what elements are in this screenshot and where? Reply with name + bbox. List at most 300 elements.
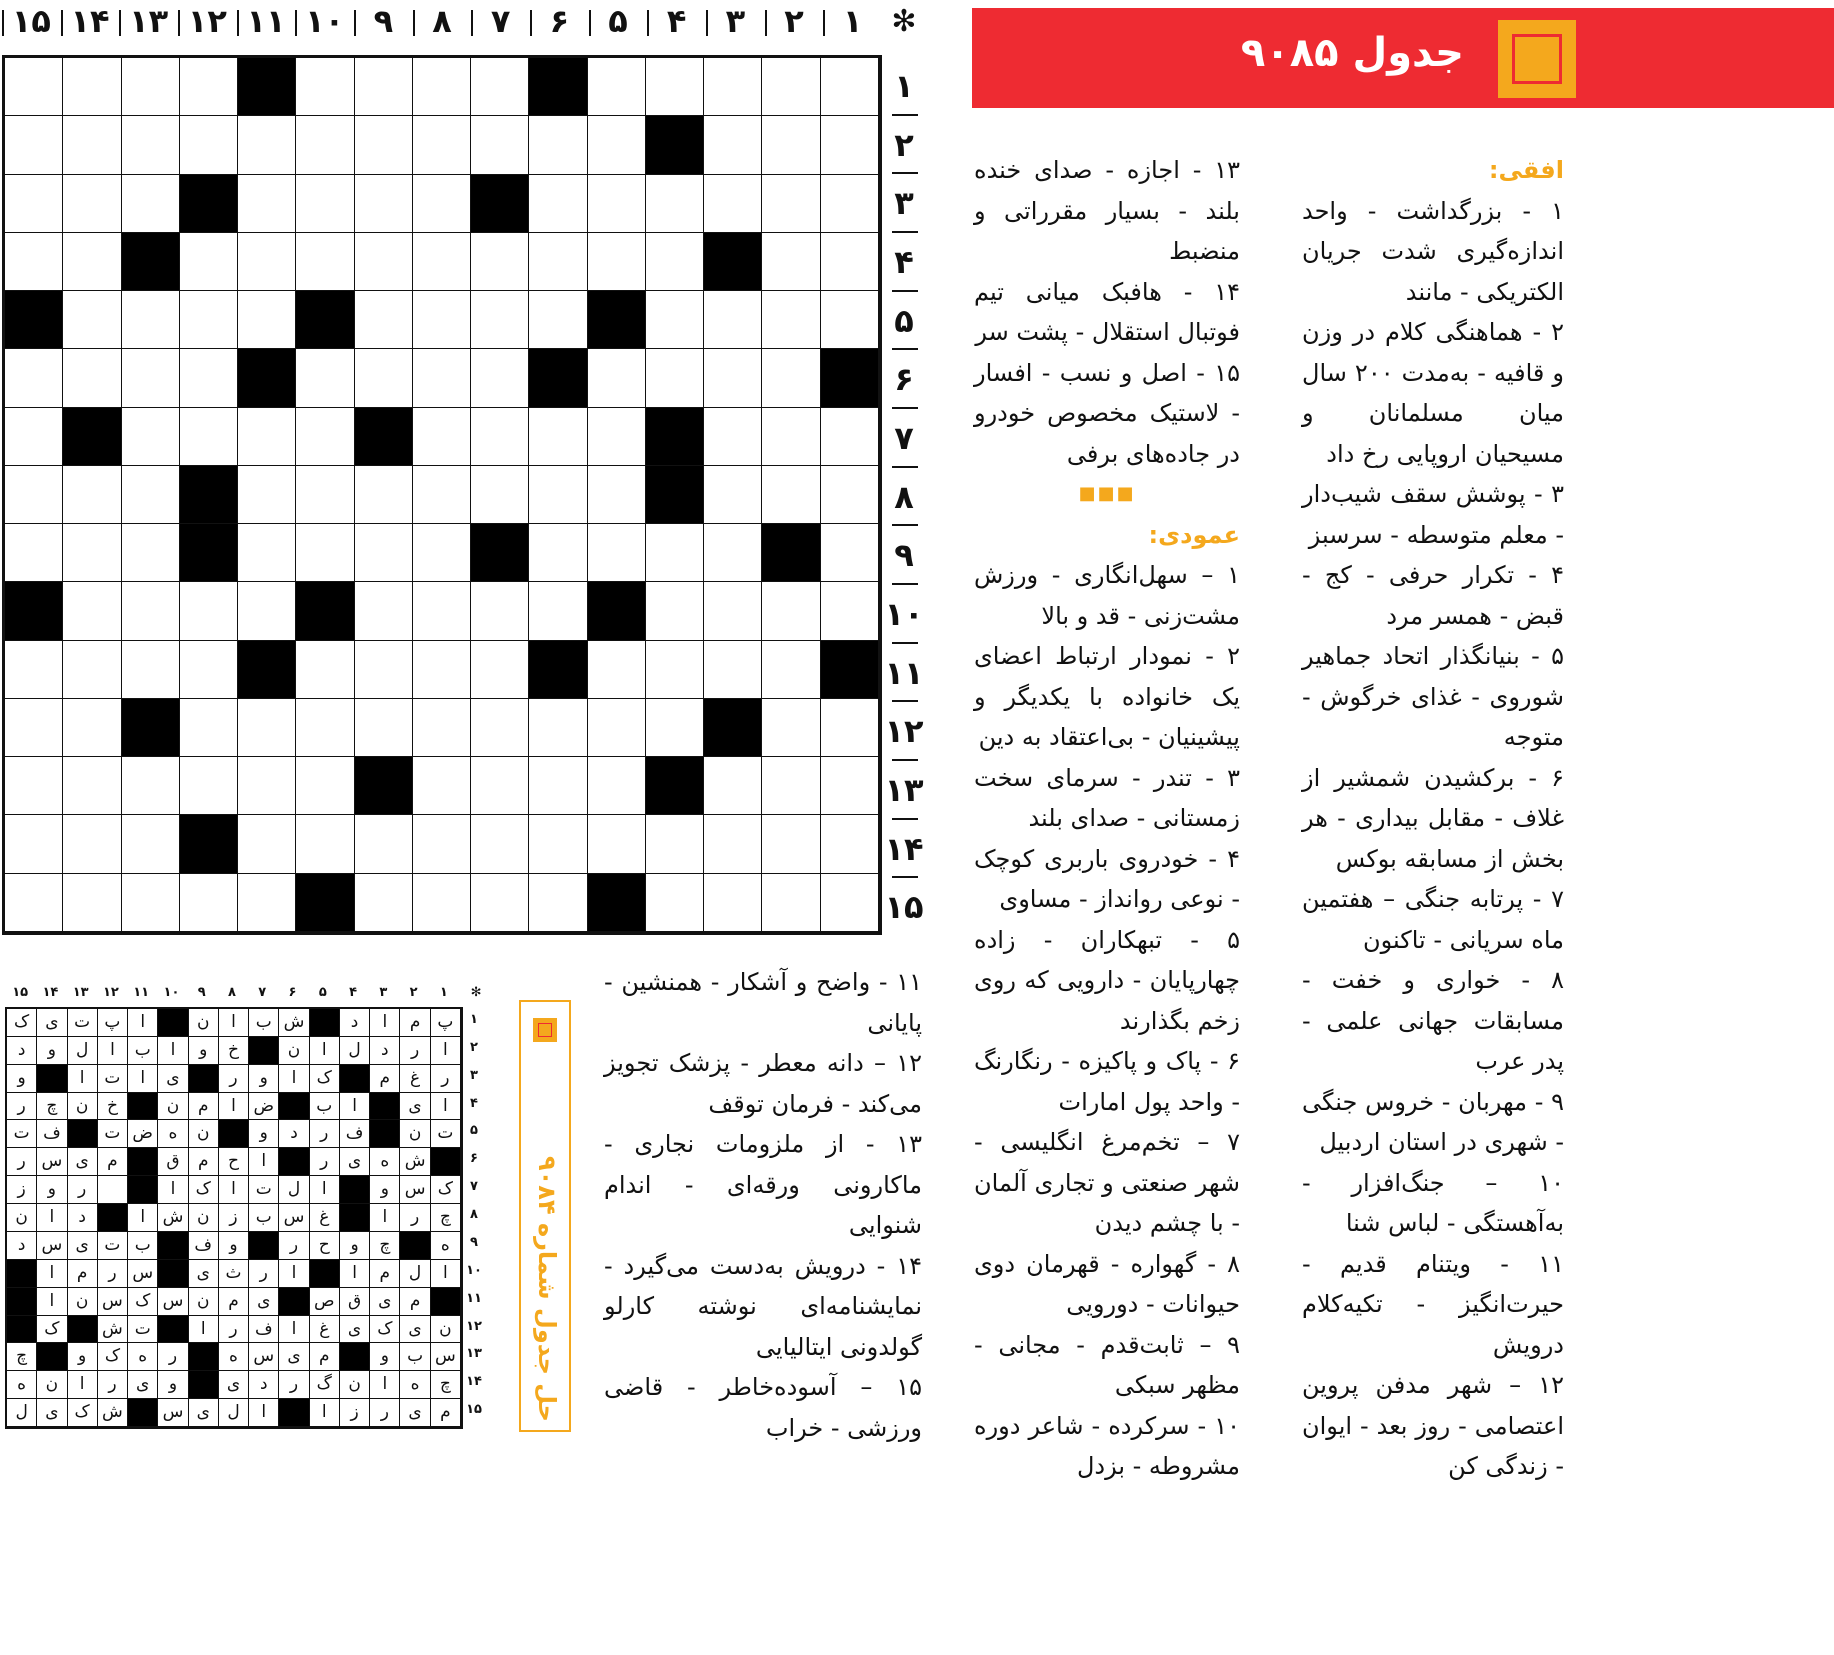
clue-text: ۳ - پوشش سقف شیب‌دار - معلم متوسطه - سرسبز (1302, 480, 1564, 549)
section-separator: ■■■ (1078, 483, 1136, 504)
solution-cell: ی (158, 1065, 188, 1093)
solution-column-number: ۹ (197, 985, 206, 1000)
grid-cell (355, 233, 413, 291)
solution-cell: ت (98, 1120, 128, 1148)
solution-cell: ه (219, 1343, 249, 1371)
black-cell (180, 524, 238, 582)
grid-cell (588, 175, 646, 233)
solution-cell: س (279, 1204, 309, 1232)
grid-cell (180, 874, 238, 932)
solution-row-number: ۴ (470, 1095, 478, 1111)
header-separator (892, 407, 918, 409)
grid-cell (704, 175, 762, 233)
header-separator (892, 290, 918, 292)
row-number: ۱۲ (884, 712, 924, 751)
solution-cell: ی (249, 1288, 279, 1316)
solution-cell: ل (279, 1176, 309, 1204)
solution-cell: ی (370, 1288, 400, 1316)
solution-cell: ت (128, 1316, 158, 1344)
solution-cell: چ (370, 1232, 400, 1260)
grid-cell (63, 466, 121, 524)
solution-cell: ر (98, 1260, 128, 1288)
column-number: ۱۰ (305, 2, 345, 40)
grid-cell (122, 757, 180, 815)
solution-cell: و (249, 1065, 279, 1093)
grid-cell (5, 58, 63, 116)
solution-cell: ش (279, 1009, 309, 1037)
solution-banner (519, 1000, 571, 1432)
solution-black-cell (158, 1232, 188, 1260)
solution-black-cell (340, 1065, 370, 1093)
column-number: ۶ (549, 2, 570, 40)
solution-cell: غ (310, 1204, 340, 1232)
mixed-clues-column (974, 150, 1240, 1487)
grid-cell (471, 408, 529, 466)
solution-cell: ل (340, 1037, 370, 1065)
grid-cell (296, 408, 354, 466)
grid-cell (821, 408, 879, 466)
solution-black-cell (98, 1204, 128, 1232)
solution-cell: ا (249, 1148, 279, 1176)
solution-cell: ک (37, 1316, 67, 1344)
solution-black-cell (310, 1009, 340, 1037)
grid-cell (588, 699, 646, 757)
grid-cell (588, 58, 646, 116)
clue-text: ۱۰ – جنگ‌افزار - به‌آهستگی - لباس شنا (1302, 1168, 1564, 1237)
black-cell (704, 699, 762, 757)
solution-column-number: ۱۳ (72, 985, 89, 1000)
header-separator (892, 348, 918, 350)
black-cell (646, 408, 704, 466)
grid-cell (471, 699, 529, 757)
header-separator (892, 642, 918, 644)
grid-cell (762, 641, 820, 699)
solution-cell: ب (249, 1009, 279, 1037)
solution-cell: م (400, 1288, 430, 1316)
solution-cell: و (68, 1343, 98, 1371)
solution-cell: ا (249, 1399, 279, 1427)
solution-cell: ف (37, 1120, 67, 1148)
grid-cell (238, 408, 296, 466)
grid-cell (355, 58, 413, 116)
grid-cell (646, 874, 704, 932)
solution-cell: ا (68, 1065, 98, 1093)
solution-row-number: ۱۴ (466, 1374, 482, 1390)
grid-cell (529, 757, 587, 815)
grid-cell (471, 757, 529, 815)
column-number-header (2, 0, 922, 48)
grid-cell (238, 116, 296, 174)
grid-cell (5, 641, 63, 699)
solution-cell: ت (431, 1120, 461, 1148)
solution-grid (5, 1007, 463, 1429)
grid-cell (413, 582, 471, 640)
black-cell (355, 757, 413, 815)
solution-cell: و (189, 1037, 219, 1065)
solution-cell: و (370, 1176, 400, 1204)
solution-cell: ب (128, 1232, 158, 1260)
solution-cell: ه (128, 1343, 158, 1371)
grid-cell (63, 175, 121, 233)
grid-cell (63, 699, 121, 757)
grid-cell (529, 291, 587, 349)
grid-cell (238, 291, 296, 349)
solution-cell: س (431, 1343, 461, 1371)
solution-cell: ا (310, 1037, 340, 1065)
solution-cell: س (249, 1343, 279, 1371)
black-cell (821, 349, 879, 407)
solution-cell: ا (37, 1260, 67, 1288)
grid-cell (63, 116, 121, 174)
black-cell (355, 408, 413, 466)
grid-cell (413, 524, 471, 582)
grid-cell (5, 408, 63, 466)
solution-cell: ا (189, 1316, 219, 1344)
solution-column-number: ۱۲ (102, 985, 119, 1000)
solution-cell: د (7, 1232, 37, 1260)
grid-cell (821, 58, 879, 116)
grid-cell (296, 116, 354, 174)
solution-cell: ز (340, 1399, 370, 1427)
grid-cell (296, 524, 354, 582)
grid-cell (529, 582, 587, 640)
solution-row-number: ۱۰ (466, 1262, 482, 1278)
solution-cell: د (370, 1037, 400, 1065)
row-number: ۱ (894, 67, 914, 105)
clue-text: ۳ - تندر - سرمای سخت زمستانی - صدای بلند (974, 763, 1240, 832)
solution-row-number: ۸ (470, 1207, 478, 1223)
header-separator (823, 10, 825, 36)
header-separator (530, 10, 532, 36)
grid-cell (762, 466, 820, 524)
grid-cell (122, 815, 180, 873)
black-cell (646, 757, 704, 815)
clue-text: ۸ - گهواره - قهرمان دوی حیوانات - دورویی (974, 1249, 1240, 1318)
grid-cell (5, 757, 63, 815)
solution-cell: ز (7, 1176, 37, 1204)
solution-row-number: ۷ (470, 1179, 478, 1195)
black-cell (5, 582, 63, 640)
grid-cell (821, 116, 879, 174)
solution-cell: ا (219, 1009, 249, 1037)
solution-cell: م (370, 1065, 400, 1093)
solution-black-cell (279, 1288, 309, 1316)
solution-cell: ک (370, 1316, 400, 1344)
clue-text: ۱۳ - اجازه - صدای خنده بلند - بسیار مقرراتی و منضبط (974, 156, 1240, 265)
clue-text: ۹ - مهربان - خروس جنگی - شهری در استان اردبیل (1302, 1087, 1564, 1156)
clue-text: ۶ - برکشیدن شمشیر از غلاف - مقابل بیداری - هر بخش از مسابقه بوکس (1302, 763, 1564, 873)
column-number: ۹ (373, 2, 394, 40)
solution-cell: ن (68, 1288, 98, 1316)
grid-cell (821, 233, 879, 291)
solution-cell: ی (128, 1371, 158, 1399)
black-cell (646, 116, 704, 174)
solution-black-cell (158, 1260, 188, 1288)
solution-black-cell (7, 1260, 37, 1288)
grid-cell (588, 349, 646, 407)
black-cell (704, 233, 762, 291)
grid-cell (413, 291, 471, 349)
solution-cell: پ (98, 1009, 128, 1037)
solution-row-number: ۲ (470, 1039, 478, 1055)
solution-cell: ب (400, 1343, 430, 1371)
grid-cell (355, 524, 413, 582)
solution-cell: ن (431, 1316, 461, 1344)
black-cell (180, 175, 238, 233)
row-number: ۴ (894, 243, 914, 281)
logo-icon (1498, 20, 1576, 98)
solution-cell: س (128, 1260, 158, 1288)
solution-black-cell (279, 1399, 309, 1427)
solution-black-cell (279, 1148, 309, 1176)
solution-cell: ر (219, 1316, 249, 1344)
solution-cell: ک (68, 1399, 98, 1427)
solution-row-number: ۹ (470, 1234, 478, 1250)
solution-cell: ن (37, 1371, 67, 1399)
down-heading: عمودی: (1148, 520, 1240, 549)
header-separator (892, 524, 918, 526)
solution-cell: س (98, 1288, 128, 1316)
clue-text: ۶ - پاک و پاکیزه - رنگارنگ - واحد پول امارات (974, 1047, 1240, 1116)
grid-cell (122, 349, 180, 407)
solution-cell: س (158, 1399, 188, 1427)
column-number: ۸ (432, 2, 452, 40)
solution-cell: ش (98, 1399, 128, 1427)
solution-cell: د (279, 1120, 309, 1148)
grid-cell (471, 233, 529, 291)
solution-cell: ه (431, 1232, 461, 1260)
clue-text: ۷ – تخم‌مرغ انگلیسی - شهر صنعتی و تجاری آلمان - با چشم دیدن (974, 1128, 1240, 1237)
grid-cell (413, 874, 471, 932)
solution-row-number: ۱۳ (466, 1346, 482, 1362)
solution-column-number: ۱۵ (12, 985, 29, 1000)
grid-cell (413, 757, 471, 815)
black-cell (122, 699, 180, 757)
grid-cell (646, 641, 704, 699)
grid-cell (704, 757, 762, 815)
solution-cell: ا (219, 1093, 249, 1121)
clue-text: ۱۲ – دانه معطر - پزشک تجویز می‌کند - فرمان توقف (604, 1049, 922, 1118)
grid-cell (529, 116, 587, 174)
row-number: ۷ (894, 419, 914, 457)
solution-cell: ض (128, 1120, 158, 1148)
black-cell (529, 58, 587, 116)
solution-cell: ه (370, 1148, 400, 1176)
column-number: ۱۱ (246, 2, 286, 40)
header-separator (892, 466, 918, 468)
clue-text: ۱ - بزرگداشت - واحد اندازه‌گیری شدت جریان الکتریکی - مانند (1302, 196, 1564, 306)
grid-cell (704, 815, 762, 873)
solution-black-cell (68, 1120, 98, 1148)
logo-icon (533, 1018, 557, 1042)
solution-cell: ز (219, 1204, 249, 1232)
grid-cell (471, 641, 529, 699)
clue-text: ۱۱ - ویتنام قدیم - حیرت‌انگیز - تکیه‌کلام درویش (1302, 1249, 1564, 1359)
solution-cell: ر (279, 1232, 309, 1260)
solution-cell: ن (279, 1037, 309, 1065)
clue-text: ۱۱ - واضح و آشکار - همنشین - پایانی (604, 968, 922, 1037)
solution-cell: ل (219, 1399, 249, 1427)
grid-cell (296, 175, 354, 233)
header-separator (61, 10, 63, 36)
grid-cell (355, 874, 413, 932)
black-cell (588, 874, 646, 932)
column-number: ۵ (608, 2, 628, 40)
solution-black-cell (7, 1288, 37, 1316)
solution-cell: ر (279, 1371, 309, 1399)
solution-cell: ر (98, 1371, 128, 1399)
solution-cell: ر (158, 1343, 188, 1371)
grid-cell (180, 582, 238, 640)
grid-cell (63, 815, 121, 873)
clue-text: ۷ - پرتابه جنگی – هفتمین ماه سریانی - تاکنون (1302, 885, 1564, 954)
solution-cell: ی (189, 1399, 219, 1427)
grid-cell (413, 58, 471, 116)
grid-cell (122, 175, 180, 233)
solution-cell: ا (310, 1176, 340, 1204)
solution-cell: و (370, 1343, 400, 1371)
header-separator (2, 10, 4, 36)
solution-cell: ا (310, 1399, 340, 1427)
solution-cell: ب (310, 1093, 340, 1121)
solution-cell: ب (249, 1204, 279, 1232)
solution-black-cell (370, 1120, 400, 1148)
grid-cell (821, 874, 879, 932)
grid-cell (529, 408, 587, 466)
solution-column-number: ۱ (439, 985, 448, 1000)
clue-text: ۲ - هماهنگی کلام در وزن و قافیه - به‌مدت ۲۰۰ سال میان مسلمانان و مسیحیان اروپایی رخ داد (1302, 318, 1564, 468)
grid-cell (529, 815, 587, 873)
solution-cell: ر (400, 1037, 430, 1065)
solution-row-header (463, 1007, 485, 1429)
solution-cell: ا (37, 1204, 67, 1232)
grid-cell (63, 582, 121, 640)
solution-cell: ح (310, 1232, 340, 1260)
black-cell (588, 582, 646, 640)
grid-cell (529, 175, 587, 233)
grid-cell (238, 233, 296, 291)
solution-column-number: ۳ (379, 985, 388, 1000)
header-separator (354, 10, 356, 36)
solution-cell: ی (340, 1148, 370, 1176)
solution-cell: م (370, 1260, 400, 1288)
grid-cell (821, 524, 879, 582)
grid-cell (762, 757, 820, 815)
grid-cell (704, 874, 762, 932)
solution-cell: ا (370, 1371, 400, 1399)
solution-cell: ش (98, 1316, 128, 1344)
grid-cell (646, 233, 704, 291)
solution-cell: ر (310, 1120, 340, 1148)
solution-cell: ت (98, 1065, 128, 1093)
solution-black-cell (128, 1399, 158, 1427)
grid-cell (238, 699, 296, 757)
grid-cell (529, 233, 587, 291)
solution-column-number: ۴ (349, 985, 358, 1000)
header-separator (892, 583, 918, 585)
black-cell (588, 291, 646, 349)
grid-cell (5, 175, 63, 233)
solution-cell: ک (128, 1288, 158, 1316)
grid-cell (180, 757, 238, 815)
solution-black-cell (128, 1148, 158, 1176)
solution-black-cell (128, 1176, 158, 1204)
column-number: ۴ (666, 2, 687, 40)
grid-cell (63, 58, 121, 116)
solution-cell: ا (128, 1204, 158, 1232)
solution-column-number: ۶ (288, 985, 297, 1000)
solution-column-number: ۵ (318, 985, 327, 1000)
solution-black-cell (158, 1316, 188, 1344)
solution-cell: ی (400, 1093, 430, 1121)
grid-cell (413, 699, 471, 757)
solution-column-number: ۲ (409, 985, 418, 1000)
column-number: ۱۲ (187, 2, 227, 40)
black-cell (529, 641, 587, 699)
grid-cell (5, 466, 63, 524)
grid-cell (180, 233, 238, 291)
solution-cell: ا (158, 1037, 188, 1065)
row-number: ۳ (894, 184, 914, 223)
solution-cell: ر (431, 1065, 461, 1093)
column-number: ۷ (490, 2, 511, 40)
solution-cell: ر (7, 1148, 37, 1176)
clue-text: ۱۵ - اصل و نسب - افسار - لاستیک مخصوص خودرو در جاده‌های برفی (974, 358, 1240, 468)
solution-cell: د (68, 1204, 98, 1232)
grid-cell (762, 233, 820, 291)
solution-cell: ن (189, 1009, 219, 1037)
solution-cell: ف (249, 1316, 279, 1344)
black-cell (238, 349, 296, 407)
solution-cell: ی (279, 1343, 309, 1371)
solution-black-cell (279, 1093, 309, 1121)
column-number: ۱۴ (70, 2, 110, 40)
solution-cell: ا (431, 1260, 461, 1288)
solution-row-number: ۱۲ (466, 1318, 482, 1334)
grid-cell (704, 291, 762, 349)
solution-cell: غ (310, 1316, 340, 1344)
grid-cell (413, 641, 471, 699)
solution-cell: ی (340, 1316, 370, 1344)
grid-cell (355, 116, 413, 174)
grid-cell (5, 116, 63, 174)
solution-black-cell (128, 1093, 158, 1121)
solution-cell: ن (189, 1288, 219, 1316)
solution-cell: د (340, 1009, 370, 1037)
header-separator (119, 10, 121, 36)
solution-cell: ن (400, 1120, 430, 1148)
solution-cell: چ (431, 1371, 461, 1399)
grid-cell (355, 641, 413, 699)
grid-cell (355, 175, 413, 233)
clue-text: ۱۳ - از ملزومات نجاری - ماکارونی ورقه‌ای - اندام شنوایی (604, 1130, 922, 1239)
solution-cell: ر (249, 1260, 279, 1288)
grid-cell (704, 349, 762, 407)
grid-cell (180, 349, 238, 407)
solution-cell: چ (7, 1343, 37, 1371)
solution-cell: ش (400, 1148, 430, 1176)
grid-cell (821, 291, 879, 349)
header-separator (892, 114, 918, 116)
grid-cell (471, 291, 529, 349)
solution-cell: ی (400, 1316, 430, 1344)
grid-cell (762, 291, 820, 349)
clue-text: ۱۴ - درویش به‌دست می‌گیرد - نمایشنامه‌ای نوشته کارلو گولدونی ایتالیایی (604, 1251, 922, 1361)
solution-cell: ن (158, 1093, 188, 1121)
grid-cell (296, 641, 354, 699)
grid-cell (646, 524, 704, 582)
grid-cell (646, 815, 704, 873)
